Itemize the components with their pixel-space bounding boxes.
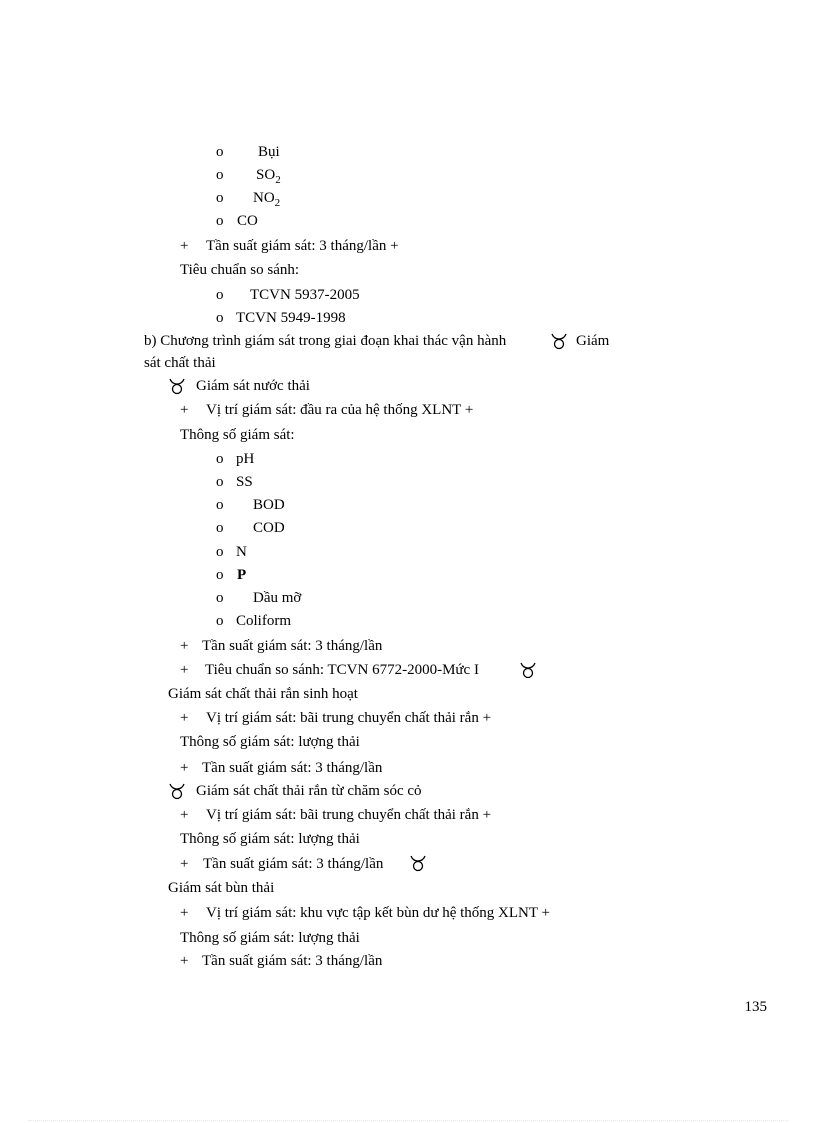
text-line: Tiêu chuẩn so sánh: <box>180 262 300 278</box>
taurus-symbol-icon <box>409 854 427 872</box>
list-item: Coliform <box>236 613 291 629</box>
list-bullet: + <box>180 905 189 921</box>
text-line: Tiêu chuẩn so sánh: TCVN 6772-2000-Mức I <box>205 662 479 678</box>
page-bottom-rule <box>28 1120 788 1121</box>
list-bullet: o <box>216 167 224 183</box>
list-item: TCVN 5949-1998 <box>236 310 346 326</box>
list-bullet: + <box>180 402 189 418</box>
text-line: Vị trí giám sát: khu vực tập kết bùn dư hệ thống XLNT + <box>206 905 550 921</box>
list-bullet: o <box>216 451 224 467</box>
list-bullet: o <box>216 144 224 160</box>
page-number: 135 <box>744 999 767 1015</box>
text-line: Tần suất giám sát: 3 tháng/lần <box>202 638 383 654</box>
text-line: Tần suất giám sát: 3 tháng/lần <box>202 953 383 969</box>
list-bullet: o <box>216 190 224 206</box>
text-line: Thông số giám sát: lượng thải <box>180 831 360 847</box>
list-bullet: + <box>180 953 189 969</box>
list-bullet: + <box>180 807 189 823</box>
list-bullet: o <box>216 474 224 490</box>
list-bullet: o <box>216 287 224 303</box>
list-bullet: o <box>216 497 224 513</box>
list-bullet: + <box>180 760 189 776</box>
section-heading-tail: Giám <box>576 333 610 349</box>
list-bullet: o <box>216 213 224 229</box>
list-bullet: o <box>216 310 224 326</box>
list-item: N <box>236 544 247 560</box>
text-line: Tần suất giám sát: 3 tháng/lần <box>203 856 384 872</box>
list-item: BOD <box>253 497 285 513</box>
subsection-title: Giám sát nước thải <box>196 378 310 394</box>
text-line: Vị trí giám sát: bãi trung chuyển chất thải rắn + <box>206 710 492 726</box>
list-bullet: o <box>216 520 224 536</box>
list-bullet: + <box>180 856 189 872</box>
list-item: $SO_2$ <box>256 167 281 186</box>
list-bullet: o <box>216 613 224 629</box>
list-item: pH <box>236 451 255 467</box>
taurus-symbol-icon <box>550 332 568 350</box>
list-item: COD <box>253 520 285 536</box>
text-line: Vị trí giám sát: đầu ra của hệ thống XLNT + <box>206 402 474 418</box>
subsection-title: Giám sát chất thải rắn từ chăm sóc cỏ <box>196 783 422 799</box>
list-bullet: o <box>216 567 224 583</box>
subsection-title: Giám sát chất thải rắn sinh hoạt <box>168 686 358 702</box>
text-line: Tần suất giám sát: 3 tháng/lần + <box>206 238 399 254</box>
list-item: Dầu mỡ <box>253 590 302 606</box>
text-line: Tần suất giám sát: 3 tháng/lần <box>202 760 383 776</box>
taurus-symbol-icon <box>519 661 537 679</box>
list-bullet: + <box>180 710 189 726</box>
section-heading: sát chất thải <box>144 355 216 371</box>
list-bullet: o <box>216 590 224 606</box>
subsection-title: Giám sát bùn thải <box>168 880 275 896</box>
list-item: TCVN 5937-2005 <box>250 287 360 303</box>
list-item: SS <box>236 474 253 490</box>
list-item: Bụi <box>258 144 280 160</box>
text-line: Thông số giám sát: lượng thải <box>180 930 360 946</box>
section-heading: b) Chương trình giám sát trong giai đoạn khai thác vận hành <box>144 333 507 349</box>
list-item: P <box>237 567 247 583</box>
list-bullet: o <box>216 544 224 560</box>
list-item: CO <box>237 213 258 229</box>
text-line: Thông số giám sát: lượng thải <box>180 734 360 750</box>
text-line: Thông số giám sát: <box>180 427 295 443</box>
list-bullet: + <box>180 662 189 678</box>
taurus-symbol-icon <box>168 782 186 800</box>
list-bullet: + <box>180 238 189 254</box>
list-bullet: + <box>180 638 189 654</box>
taurus-symbol-icon <box>168 377 186 395</box>
text-line: Vị trí giám sát: bãi trung chuyển chất thải rắn + <box>206 807 492 823</box>
list-item: $NO_2$ <box>253 190 281 209</box>
